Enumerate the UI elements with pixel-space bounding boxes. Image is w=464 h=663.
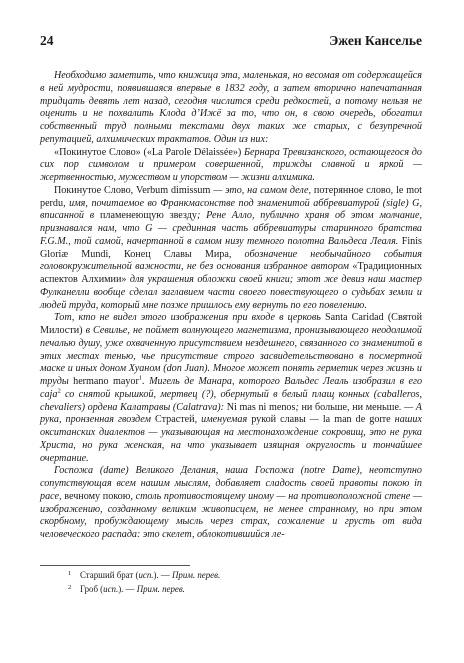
text-run: для украшения обложки своей книги; этот же девиз наш мастер Фулканелли вообще сделал заглавием части своего повествующего о судьбах земли и людей труда, который мне позже пришлось ему вернуть по его повелению. <box>40 274 422 311</box>
text-run: ; <box>295 401 302 413</box>
footnote-lang: исп. <box>138 570 154 580</box>
text-run: Бернара Тревизанского, остающегося до сих пор символом и примером совершенной, трижды славной и яркой — жертвенностью, мужеством и упорством — жизни алхимика. <box>40 146 422 183</box>
text-run: Госпожа (dame) Великого Делания, наша Госпожа (notre Dame), неотступно сопутствующая всем нашим мыслям, добавляет сладость своей правоты покою in расе, <box>40 465 422 502</box>
text-run: в Севилье, не поймет волнующего магнетизма, пронизывающего неодолимой печалью душу, уже охваченную присутствием нездешнего, связанного со знаменитой в этих местах тенью, чье присутствие строго засвидетельствовано в посмертной маске и иных доном Хуаном (don Juan). Многое может понять герметик через жизнь и труды <box>40 325 422 387</box>
text-run: «Покинутое Слово» («La Parole Délaissée») <box>54 146 245 158</box>
footnote-tail: ). — <box>118 583 137 594</box>
footnote-text: Старший брат ( <box>80 570 139 580</box>
footnotes <box>40 570 422 597</box>
text-run: Тот, кто не видел этого изображения при входе в церковь <box>54 312 326 324</box>
text-run: со снятой крышкой, мертвец (?), обернутый в белый плащ конных (caballeros, chevaliers) ордена Калатравы (Calatrava): <box>40 388 422 413</box>
text-run: «Традиционных аспектов Алхимии» <box>40 261 422 285</box>
text-run: , имя, почитаемое во Франкмасонстве под знаменитой аббревиатурой (sigle) G, вписанной в <box>40 197 422 222</box>
text-run: Покинутое Слово, Verbum dimissum <box>54 184 211 196</box>
running-head: Эжен Канселье <box>329 33 422 48</box>
text-run: — <box>305 414 323 426</box>
text-run: потерянное слово <box>313 184 391 196</box>
footnote-text: Гроб ( <box>80 583 104 594</box>
footnote-attribution: Прим. перев. <box>136 583 185 594</box>
text-run: Santa Caridad <box>325 312 384 324</box>
paragraph <box>40 70 422 147</box>
text-run: , обозначение необычайного события головокружительной важности, не без основания избранное автором <box>40 248 422 273</box>
footnote-divider <box>40 565 190 566</box>
footnote-tail: ). — <box>153 570 172 580</box>
text-run: вечному покою <box>64 490 131 502</box>
paragraph <box>40 185 422 313</box>
text-run: Finis Gloriæ Mundi, Конец Славы Мира <box>40 235 422 260</box>
footnote <box>68 583 422 596</box>
text-run: — это, на самом деле, <box>210 184 314 196</box>
text-run: Страстей <box>155 414 195 426</box>
text-run: Ni mas ni menos <box>226 401 296 413</box>
paragraph <box>40 312 422 465</box>
paragraph <box>40 147 422 185</box>
body-text <box>40 70 422 542</box>
text-run: hermano mayor <box>73 376 139 387</box>
page-header <box>40 33 422 49</box>
footnote-ref: 1 <box>138 374 143 382</box>
footnote <box>68 570 422 582</box>
text-run: Необходимо заметить, что книжица эта, маленькая, но весомая от содержащейся в ней мудрости, появившаяся впервые в 1832 году, а затем вторично напечатанная тридцать девять лет назад, сегодня числится среди редкостей, а потому нельзя не оценить и не похвалить Клода д’Ижё за то, что он, в свою очередь, обогатил собственный труд полными текстами двух таких же старых, с безупречной репутацией, алхимических трактатов. Один из них: <box>40 70 422 145</box>
text-run: le mot perdu <box>40 184 422 209</box>
text-run: ; Рене Алло, публично храня об этом молчание, признавался нам, что G — срединная часть аббревиатуры старинного братства F.G.M., той самой, начертанной в самом низу темного полотна Вальдеса Леаля. <box>40 210 423 247</box>
text-run: . Мигель де Манара, которого Вальдес Леаль изобразил в его caja <box>40 376 423 400</box>
text-run: , именуемая <box>194 414 252 426</box>
footnote-ref: 2 <box>57 387 61 395</box>
text-run: (Святой Милости) <box>40 312 423 336</box>
text-run: рукой славы <box>251 414 306 426</box>
text-run: ни больше, ни меньше <box>301 401 399 413</box>
text-run: , столь противостоящему иному — на противоположной стене — изображению, созданному великим живописцем, не менее странному, но при этом скорбному, пробуждающему мысль через страх, сожаление и грусть от вида человеческого распада: это скелет, облокотившийся ле- <box>40 490 423 540</box>
text-run: пламенеющую звезду <box>100 210 197 222</box>
footnote-attribution: Прим. перев. <box>171 570 221 580</box>
text-run: , <box>390 184 397 196</box>
footnote-mark: 1 <box>68 570 72 577</box>
text-run: . — А рука, пронзенная гвоздем <box>40 401 422 426</box>
text-run: наших окситанских диалектов — указывающая на местонахождение сокровищ, это не рука Христа, но рука женская, на что указывает изящная округлость и тончайшее очертание. <box>40 414 422 464</box>
paragraph <box>40 465 422 542</box>
text-run: la man de gorre <box>322 414 391 426</box>
page-number: 24 <box>40 33 54 48</box>
footnote-mark: 2 <box>68 583 72 591</box>
footnote-lang: исп. <box>103 583 119 594</box>
